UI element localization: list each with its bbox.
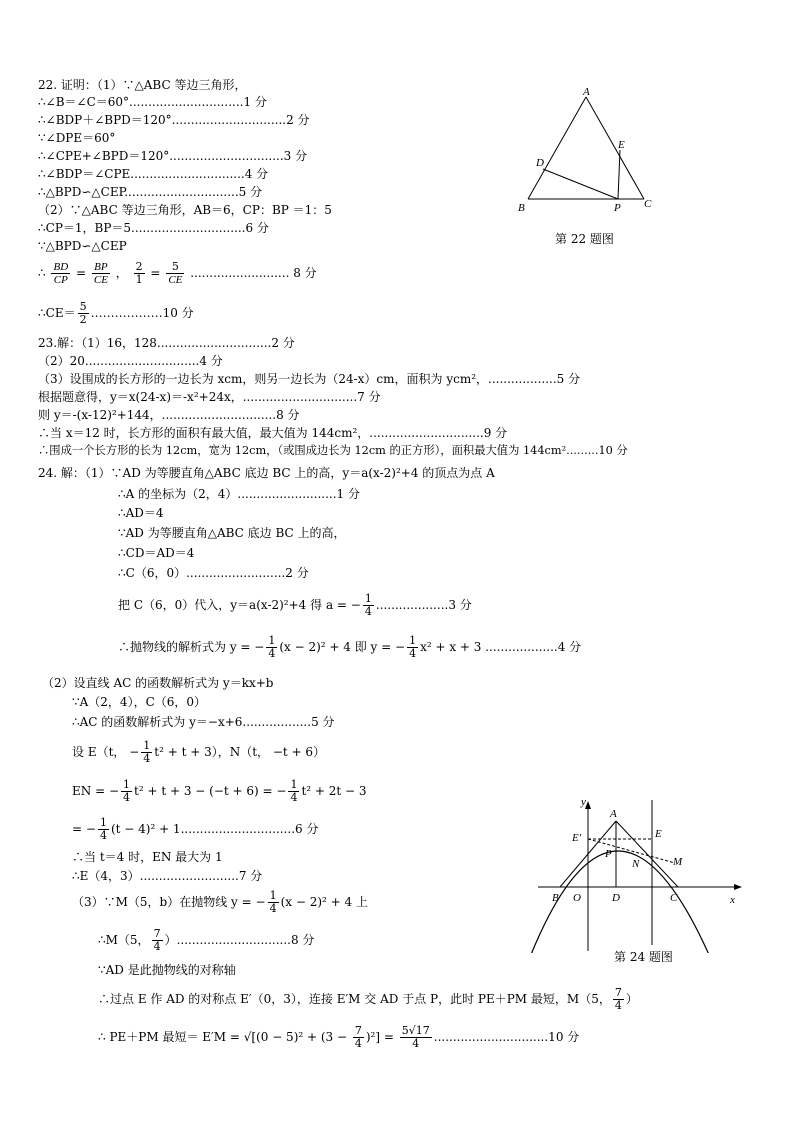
q23-line-7: ∴围成一个长方形的长为 12cm，宽为 12cm，（或围成边长为 12cm 的正方形），面积最大值为 144cm².........10 分: [38, 444, 628, 457]
q24-label-y: y: [581, 796, 586, 808]
q22-label-c: C: [644, 198, 652, 210]
q22-figure-caption: 第 22 题图: [555, 232, 614, 246]
q22-label-a: A: [583, 86, 590, 98]
q24-figure: [530, 795, 755, 953]
q22-figure: [510, 82, 660, 217]
q22-ce: ∴CE＝ $\frac{5}{2}$ ………………10 分: [38, 300, 194, 326]
q22-line-3: ∴∠BDP＋∠BPD＝120°..............................2 分: [38, 113, 310, 127]
q23-line-3: （3）设围成的长方形的一边长为 xcm，则另一边长为（24-x）cm，面积为 ycm²，..................5 分: [38, 372, 581, 386]
q24-label-d: D: [612, 892, 620, 904]
q24-en-1: EN = − $\frac{1}{4}$ t² + t + 3 − (−t + 6) = − $\frac{1}{4}$ t² + 2t − 3: [72, 778, 367, 804]
q24-label-x: x: [730, 894, 735, 906]
q22-line-10: ∵△BPD∽△CEP: [38, 239, 127, 253]
q22-label-b: B: [518, 202, 525, 214]
q24-e-point: 设 E（t， − $\frac{1}{4}$ t² + t + 3），N（t， −t + 6）: [72, 739, 326, 765]
q24-final: ∴ PE＋PM 最短＝ E′M = √[(0 − 5)² + (3 − $\frac{7}{4}$ )²] = $\frac{5√17}{4}$ ..............................10 分: [98, 1024, 580, 1050]
q24-p2-2: ∵A（2，4），C（6，0）: [72, 695, 207, 709]
q22-line-8: （2）∵△ABC 等边三角形，AB＝6，CP：BP ＝1：5: [38, 203, 332, 217]
q23-line-6: ∴当 x＝12 时，长方形的面积有最大值，最大值为 144cm²，..............................9 分: [38, 426, 508, 440]
q22-line-1: 22. 证明：（1）∵△ABC 等边三角形，: [38, 78, 247, 92]
q24-label-b: B: [552, 892, 559, 904]
q24-parabola: ∴抛物线的解析式为 y = − $\frac{1}{4}$ (x − 2)² + 4 即 y = − $\frac{1}{4}$ x² + x + 3 ...................4 分: [118, 634, 582, 660]
q22-label-d: D: [536, 157, 544, 169]
q24-label-e-prime: E′: [572, 832, 582, 844]
q24-m-2: ∴M（5， $\frac{7}{4}$ ）..............................8 分: [98, 927, 315, 953]
q22-line-6: ∴∠BDP＝∠CPE..............................4 分: [38, 167, 269, 181]
q24-label-o: O: [573, 892, 581, 904]
q24-reflection: ∴过点 E 作 AD 的对称点 E′（0，3），连接 E′M 交 AD 于点 P，此时 PE＋PM 最短，M（5， $\frac{7}{4}$ ）: [98, 986, 638, 1012]
q24-p1-4: ∴CD＝AD＝4: [118, 546, 195, 560]
q24-p3-2: ∴E（4，3）..........................7 分: [72, 869, 263, 883]
q24-label-m: M: [673, 856, 683, 868]
q24-header: 24. 解：（1）∵AD 为等腰直角△ABC 底边 BC 上的高，y＝a(x-2)²+4 的顶点为点 A: [38, 466, 495, 480]
q24-label-a: A: [610, 808, 617, 820]
q24-label-p: P: [605, 848, 612, 860]
q24-label-e: E: [655, 828, 662, 840]
q22-line-2: ∴∠B＝∠C＝60°..............................1 分: [38, 95, 267, 109]
q23-line-1: 23.解：（1）16，128..............................2 分: [38, 336, 295, 350]
q22-line-4: ∵∠DPE＝60°: [38, 131, 116, 145]
q23-line-2: （2）20..............................4 分: [38, 354, 223, 368]
q22-ratio: ∴ $\frac{BD}{CP}$ = $\frac{BP}{CE}$ ， $\frac{2}{1}$ = $\frac{5}{CE}$ .......................... 8 分: [38, 260, 317, 286]
q24-figure-caption: 第 24 题图: [614, 950, 673, 964]
q22-label-e: E: [618, 139, 625, 151]
q24-substitute: 把 C（6，0）代入，y＝a(x-2)²+4 得 a = − $\frac{1}{4}$ ...................3 分: [118, 592, 472, 618]
q24-p1-3: ∵AD 为等腰直角△ABC 底边 BC 上的高，: [118, 526, 346, 540]
q23-line-4: 根据题意得，y＝x(24-x)＝-x²+24x，..............................7 分: [38, 390, 381, 404]
q22-line-9: ∴CP＝1，BP＝5..............................6 分: [38, 221, 269, 235]
q24-label-c: C: [670, 892, 678, 904]
q22-line-5: ∴∠CPE+∠BPD＝120°..............................3 分: [38, 149, 308, 163]
q24-p1-5: ∴C（6，0）..........................2 分: [118, 566, 309, 580]
q24-en-2: = − $\frac{1}{4}$ (t − 4)² + 1..............................6 分: [72, 816, 319, 842]
q24-p1-2: ∴AD＝4: [118, 506, 164, 520]
q24-m-1: （3）∵M（5，b）在抛物线 y = − $\frac{1}{4}$ (x − 2)² + 4 上: [72, 889, 368, 915]
q24-p3-1: ∴当 t＝4 时，EN 最大为 1: [72, 850, 223, 864]
q22-label-p: P: [614, 202, 621, 214]
q24-p2-1: （2）设直线 AC 的函数解析式为 y＝kx+b: [42, 676, 274, 690]
q24-p2-3: ∴AC 的函数解析式为 y＝−x+6..................5 分: [72, 715, 335, 729]
q22-line-7: ∴△BPD∽△CEP..............................5 分: [38, 185, 263, 199]
q23-line-5: 则 y＝-(x-12)²+144，..............................8 分: [38, 408, 300, 422]
q24-p1-1: ∴A 的坐标为（2，4）..........................1 分: [118, 487, 361, 501]
q24-label-n: N: [632, 858, 640, 870]
q24-axis-line: ∵AD 是此抛物线的对称轴: [98, 963, 236, 977]
